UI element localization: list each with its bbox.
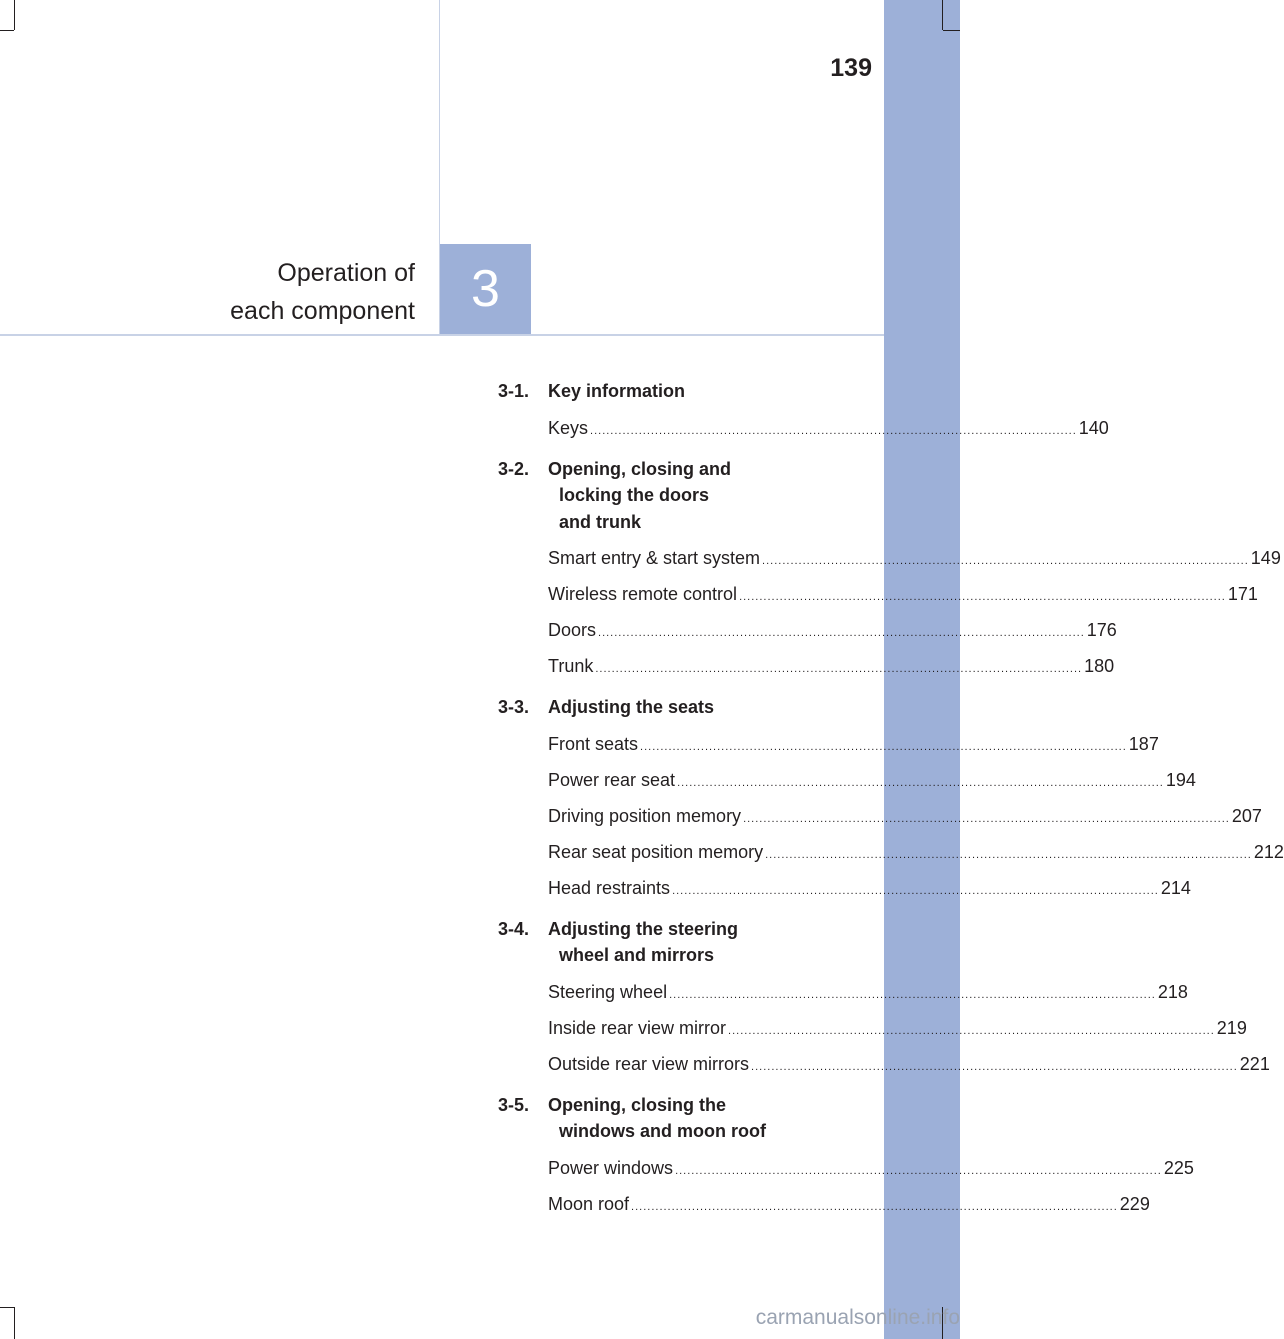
- toc-section: [498, 1092, 1194, 1224]
- dot-leader: ........................................................................................................................: [762, 555, 1249, 567]
- section-number: 3-4.: [498, 918, 530, 939]
- section-title: [548, 456, 828, 536]
- toc-section-heading: [498, 916, 828, 969]
- toc-entry-page: 207: [1231, 805, 1262, 826]
- section-number: 3-5.: [498, 1094, 530, 1115]
- toc-entry-page: 229: [1119, 1193, 1150, 1214]
- toc-entry-page: 176: [1086, 620, 1117, 640]
- toc-entry-label: Wireless remote control: [548, 584, 738, 604]
- dot-leader: ........................................................................................................................: [598, 627, 1085, 639]
- toc-entry-page: 214: [1160, 877, 1191, 898]
- toc-entry[interactable]: [548, 728, 1159, 764]
- section-title: [548, 916, 828, 969]
- toc-entry-page: 140: [1078, 417, 1109, 438]
- toc-section: [498, 916, 1270, 1084]
- toc-entry[interactable]: [548, 764, 1196, 800]
- toc-entry-page: 187: [1128, 733, 1159, 754]
- section-title-line: wheel and mirrors: [559, 945, 715, 965]
- toc-section-heading: [498, 694, 828, 721]
- toc-entry-label: Front seats: [548, 733, 639, 754]
- dot-leader: ........................................................................................................................: [728, 1024, 1215, 1037]
- section-title-line: Adjusting the steering: [548, 918, 739, 939]
- toc-entry-label: Smart entry & start system: [548, 548, 761, 568]
- section-number: 3-2.: [498, 458, 530, 479]
- toc-entry[interactable]: [548, 1152, 1194, 1188]
- toc-section: [498, 694, 1284, 908]
- toc-entry[interactable]: [548, 836, 1284, 872]
- section-number: 3-3.: [498, 697, 530, 717]
- section-title: [548, 1092, 828, 1145]
- section-title-line: locking the doors: [559, 485, 710, 505]
- toc-entry-label: Steering wheel: [548, 981, 668, 1002]
- toc-entry[interactable]: [548, 1048, 1270, 1084]
- toc-entry-label: Power windows: [548, 1157, 674, 1178]
- toc-entry-page: 218: [1157, 981, 1188, 1002]
- watermark: carmanualsonline.info: [755, 1306, 960, 1329]
- table-of-contents: [498, 378, 1284, 1232]
- toc-entry-page: 194: [1165, 769, 1196, 790]
- toc-entry-page: 212: [1253, 841, 1284, 862]
- section-title-line: windows and moon roof: [559, 1121, 766, 1141]
- dot-leader: ........................................................................................................................: [672, 884, 1159, 897]
- crop-mark: [14, 0, 15, 30]
- dot-leader: ........................................................................................................................: [590, 424, 1077, 437]
- header-horizontal-rule: [0, 334, 884, 336]
- section-title: [548, 694, 828, 721]
- dot-leader: ........................................................................................................................: [595, 663, 1083, 675]
- toc-entry-page: 180: [1084, 656, 1115, 676]
- section-title-line: Opening, closing the: [548, 1094, 727, 1115]
- toc-entry-page: 225: [1163, 1157, 1194, 1178]
- dot-leader: ........................................................................................................................: [751, 1060, 1238, 1073]
- dot-leader: ........................................................................................................................: [675, 1164, 1162, 1177]
- toc-entry-page: 171: [1227, 584, 1258, 604]
- toc-section: [498, 378, 1109, 448]
- crop-mark: [942, 0, 943, 30]
- dot-leader: ........................................................................................................................: [743, 812, 1230, 825]
- section-title-line: Opening, closing and: [548, 458, 732, 479]
- toc-section-heading: [498, 1092, 828, 1145]
- chapter-number-box: 3: [440, 244, 531, 334]
- dot-leader: ........................................................................................................................: [640, 740, 1127, 753]
- chapter-title-line-2: each component: [230, 297, 415, 325]
- dot-leader: ........................................................................................................................: [669, 988, 1156, 1001]
- toc-entry[interactable]: [548, 976, 1188, 1012]
- crop-mark: [14, 1307, 15, 1339]
- toc-entry-label: Moon roof: [548, 1193, 630, 1214]
- toc-section-heading: [498, 456, 828, 536]
- toc-entry[interactable]: [548, 650, 1115, 686]
- toc-section-heading: [498, 378, 828, 405]
- toc-section: [498, 456, 1281, 687]
- toc-entry-label: Rear seat position memory: [548, 841, 764, 862]
- toc-entry[interactable]: [548, 542, 1281, 578]
- toc-entry[interactable]: [548, 1012, 1247, 1048]
- toc-entry[interactable]: [548, 614, 1117, 650]
- toc-entry[interactable]: [548, 872, 1191, 908]
- dot-leader: ........................................................................................................................: [631, 1200, 1118, 1213]
- toc-entry-label: Trunk: [548, 656, 594, 676]
- dot-leader: ........................................................................................................................: [739, 591, 1226, 603]
- crop-mark: [943, 30, 960, 31]
- toc-entry[interactable]: [548, 578, 1258, 614]
- toc-entry-label: Head restraints: [548, 877, 671, 898]
- crop-mark: [0, 1307, 14, 1308]
- chapter-title: [160, 254, 415, 330]
- toc-entry[interactable]: [548, 412, 1109, 448]
- dot-leader: ........................................................................................................................: [765, 848, 1252, 861]
- dot-leader: ........................................................................................................................: [677, 776, 1164, 789]
- toc-entry-label: Keys: [548, 417, 589, 438]
- toc-entry-page: 221: [1239, 1053, 1270, 1074]
- page-number: 139: [830, 54, 872, 82]
- section-title-line: Key information: [548, 381, 686, 401]
- toc-entry-label: Inside rear view mirror: [548, 1017, 727, 1038]
- toc-entry-label: Doors: [548, 620, 597, 640]
- section-title-line: and trunk: [559, 511, 642, 532]
- toc-entry-label: Outside rear view mirrors: [548, 1053, 750, 1074]
- toc-entry-page: 149: [1250, 548, 1281, 568]
- section-title: [548, 378, 828, 405]
- toc-entry-label: Power rear seat: [548, 769, 676, 790]
- toc-entry-page: 219: [1216, 1017, 1247, 1038]
- toc-entry[interactable]: [548, 1188, 1150, 1224]
- toc-entry[interactable]: [548, 800, 1262, 836]
- crop-mark: [0, 30, 14, 31]
- section-number: 3-1.: [498, 381, 530, 401]
- section-title-line: Adjusting the seats: [548, 697, 715, 717]
- chapter-title-line-1: Operation of: [277, 259, 415, 287]
- toc-entry-label: Driving position memory: [548, 805, 742, 826]
